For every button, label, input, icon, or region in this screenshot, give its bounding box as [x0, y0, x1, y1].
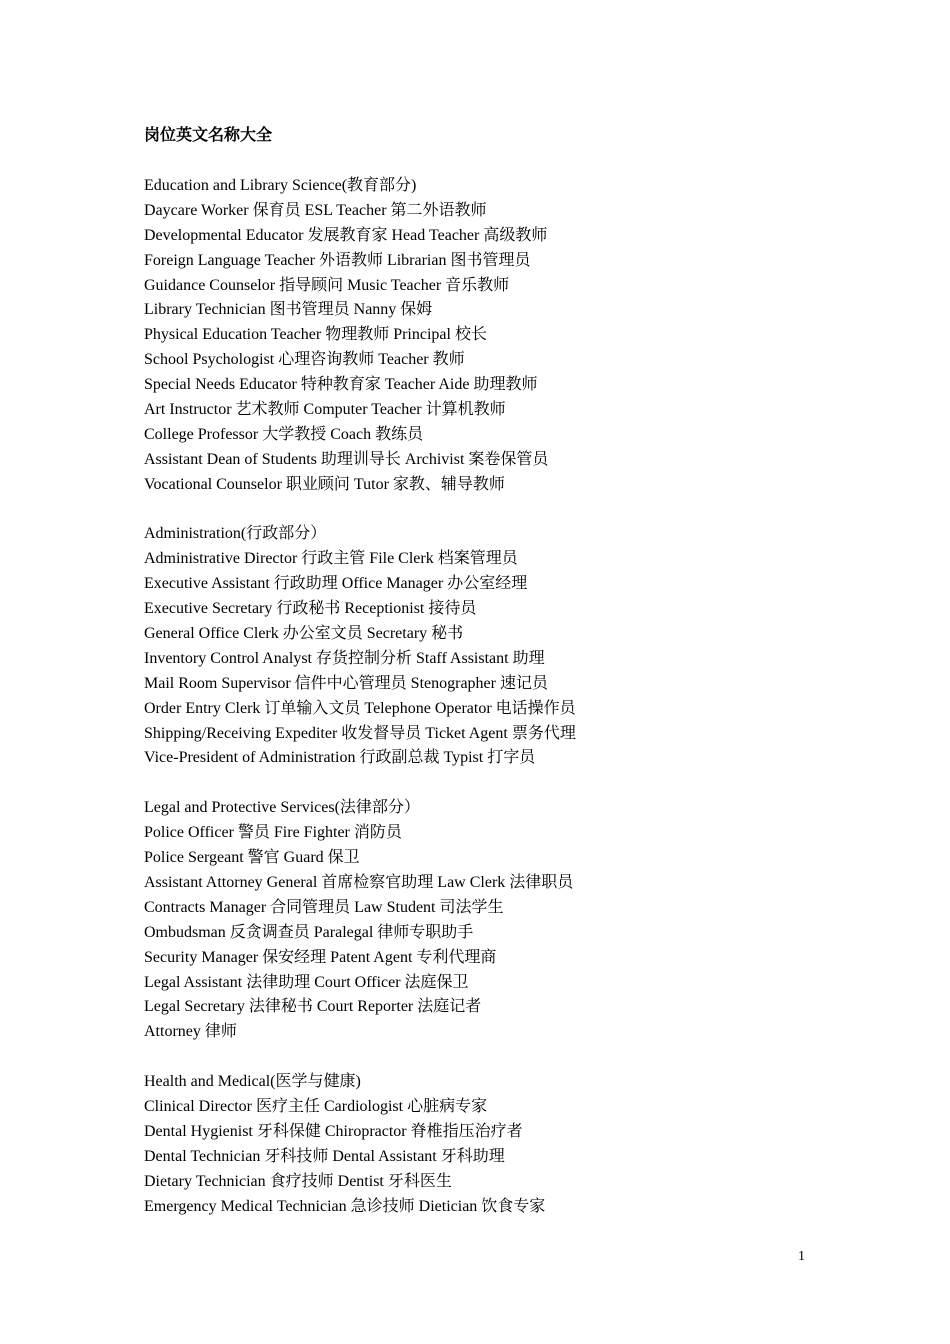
list-item: Legal Assistant 法律助理 Court Officer 法庭保卫: [144, 973, 469, 991]
list-item: Vocational Counselor 职业顾问 Tutor 家教、辅导教师: [144, 475, 505, 493]
list-item: Ombudsman 反贪调查员 Paralegal 律师专职助手: [144, 923, 474, 941]
section-education: [144, 174, 904, 498]
list-item: Order Entry Clerk 订单输入文员 Telephone Operator 电话操作员: [144, 699, 576, 717]
list-item: Contracts Manager 合同管理员 Law Student 司法学生: [144, 898, 504, 916]
list-item: Dental Hygienist 牙科保健 Chiropractor 脊椎指压治疗者: [144, 1122, 523, 1140]
section-administration: [144, 522, 904, 771]
list-item: Police Officer 警员 Fire Fighter 消防员: [144, 824, 402, 842]
list-item: Assistant Attorney General 首席检察官助理 Law Clerk 法律职员: [144, 873, 574, 891]
page-title: 岗位英文名称大全: [144, 127, 273, 144]
list-item: Foreign Language Teacher 外语教师 Librarian 图书管理员: [144, 251, 531, 269]
list-item: School Psychologist 心理咨询教师 Teacher 教师: [144, 351, 465, 369]
page-number: 1: [798, 1249, 805, 1264]
list-item: Guidance Counselor 指导顾问 Music Teacher 音乐教师: [144, 276, 510, 294]
list-item: Attorney 律师: [144, 1023, 237, 1041]
list-item: Assistant Dean of Students 助理训导长 Archivist 案卷保管员: [144, 450, 549, 468]
list-item: Executive Assistant 行政助理 Office Manager 办公室经理: [144, 575, 528, 593]
list-item: Legal Secretary 法律秘书 Court Reporter 法庭记者: [144, 998, 482, 1016]
list-item: Police Sergeant 警官 Guard 保卫: [144, 849, 360, 867]
list-item: Art Instructor 艺术教师 Computer Teacher 计算机教师: [144, 401, 506, 419]
list-item: General Office Clerk 办公室文员 Secretary 秘书: [144, 625, 464, 643]
list-item: Developmental Educator 发展教育家 Head Teacher 高级教师: [144, 226, 548, 244]
list-item: Inventory Control Analyst 存货控制分析 Staff Assistant 助理: [144, 649, 545, 667]
section-legal: [144, 796, 904, 1045]
list-item: Shipping/Receiving Expediter 收发督导员 Ticket Agent 票务代理: [144, 724, 576, 742]
list-item: Special Needs Educator 特种教育家 Teacher Aide 助理教师: [144, 376, 538, 394]
list-item: Administrative Director 行政主管 File Clerk 档案管理员: [144, 550, 518, 568]
document-body: [144, 174, 904, 1244]
list-item: Executive Secretary 行政秘书 Receptionist 接待员: [144, 600, 477, 618]
list-item: College Professor 大学教授 Coach 教练员: [144, 425, 424, 443]
section-health: [144, 1070, 904, 1219]
list-item: Daycare Worker 保育员 ESL Teacher 第二外语教师: [144, 201, 487, 219]
section-heading: Legal and Protective Services(法律部分）: [144, 799, 420, 817]
list-item: Vice-President of Administration 行政副总裁 Typist 打字员: [144, 749, 536, 767]
list-item: Clinical Director 医疗主任 Cardiologist 心脏病专家: [144, 1097, 488, 1115]
section-heading: Health and Medical(医学与健康): [144, 1073, 361, 1091]
section-heading: Administration(行政部分）: [144, 525, 327, 543]
list-item: Emergency Medical Technician 急诊技师 Dietician 饮食专家: [144, 1197, 546, 1215]
list-item: Security Manager 保安经理 Patent Agent 专利代理商: [144, 948, 497, 966]
section-heading: Education and Library Science(教育部分): [144, 177, 417, 194]
list-item: Mail Room Supervisor 信件中心管理员 Stenographer 速记员: [144, 674, 548, 692]
list-item: Dietary Technician 食疗技师 Dentist 牙科医生: [144, 1172, 452, 1190]
list-item: Library Technician 图书管理员 Nanny 保姆: [144, 301, 433, 319]
list-item: Dental Technician 牙科技师 Dental Assistant 牙科助理: [144, 1147, 505, 1165]
list-item: Physical Education Teacher 物理教师 Principal 校长: [144, 326, 487, 344]
